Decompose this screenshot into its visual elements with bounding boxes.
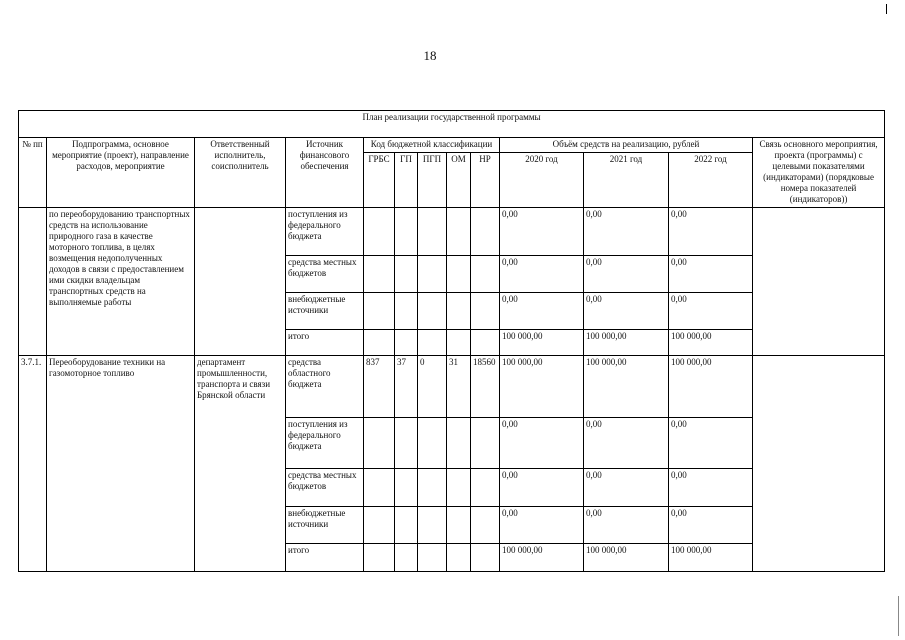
scan-edge-mark <box>886 4 887 14</box>
code-cell <box>447 208 471 256</box>
code-gp <box>395 469 418 507</box>
code-om <box>447 544 471 572</box>
code-om: 31 <box>447 356 471 418</box>
code-np <box>471 507 500 544</box>
value-2020: 0,00 <box>500 469 584 507</box>
header-responsible: Ответственный исполнитель, соисполнитель <box>195 138 286 208</box>
row-num: 3.7.1. <box>19 356 47 572</box>
value-2021: 0,00 <box>584 469 669 507</box>
code-cell <box>364 330 395 356</box>
link-cell <box>753 356 885 572</box>
value-2022: 100 000,00 <box>669 330 753 356</box>
header-source: Источник финансового обеспечения <box>286 138 364 208</box>
code-cell <box>418 293 447 330</box>
code-om <box>447 507 471 544</box>
value-2020: 0,00 <box>500 208 584 256</box>
value-2022: 0,00 <box>669 418 753 469</box>
code-pgp <box>418 544 447 572</box>
code-cell <box>395 293 418 330</box>
header-subprogram: Подпрограмма, основное мероприятие (проект), направление расходов, мероприятие <box>47 138 195 208</box>
value-2020: 0,00 <box>500 507 584 544</box>
code-cell <box>447 330 471 356</box>
value-2021: 100 000,00 <box>584 544 669 572</box>
code-om <box>447 469 471 507</box>
source-cell: поступления из федерального бюджета <box>286 208 364 256</box>
header-gp: ГП <box>395 153 418 208</box>
value-2021: 0,00 <box>584 293 669 330</box>
code-gp <box>395 418 418 469</box>
value-2020: 100 000,00 <box>500 356 584 418</box>
value-2021: 100 000,00 <box>584 356 669 418</box>
value-2022: 100 000,00 <box>669 356 753 418</box>
table-title: План реализации государственной программы <box>19 111 885 138</box>
value-2022: 0,00 <box>669 208 753 256</box>
value-2022: 100 000,00 <box>669 544 753 572</box>
code-cell <box>395 208 418 256</box>
code-cell <box>364 293 395 330</box>
source-cell: итого <box>286 544 364 572</box>
activity-description: Переоборудование техники на газомоторное топливо <box>47 356 195 572</box>
value-2020: 100 000,00 <box>500 544 584 572</box>
code-np <box>471 469 500 507</box>
code-np <box>471 544 500 572</box>
code-cell <box>418 208 447 256</box>
header-budget-code: Код бюджетной классификации <box>364 138 500 153</box>
source-cell: внебюджетные источники <box>286 293 364 330</box>
responsible-cell: департамент промышленности, транспорта и связи Брянской области <box>195 356 286 572</box>
link-cell <box>753 208 885 356</box>
code-gp <box>395 544 418 572</box>
code-pgp <box>418 507 447 544</box>
code-cell <box>447 293 471 330</box>
code-grbs <box>364 507 395 544</box>
value-2021: 0,00 <box>584 507 669 544</box>
value-2022: 0,00 <box>669 469 753 507</box>
code-pgp <box>418 418 447 469</box>
header-2020: 2020 год <box>500 153 584 208</box>
value-2022: 0,00 <box>669 256 753 293</box>
header-om: ОМ <box>447 153 471 208</box>
code-pgp: 0 <box>418 356 447 418</box>
table-row <box>19 208 885 256</box>
value-2020: 0,00 <box>500 418 584 469</box>
code-cell <box>395 330 418 356</box>
page-number: 18 <box>423 48 437 63</box>
header-pgp: ПГП <box>418 153 447 208</box>
row-num <box>19 208 47 356</box>
code-cell <box>471 330 500 356</box>
value-2021: 0,00 <box>584 418 669 469</box>
activity-description: по переоборудованию транспортных средств на использование природного газа в качестве моторного топлива, в целях возмещения недополученных доходов в связи с предоставлением ими скидки владельцам транспортных средств на выполняемые работы <box>47 208 195 356</box>
code-np <box>471 418 500 469</box>
source-cell: поступления из федерального бюджета <box>286 418 364 469</box>
code-gp <box>395 507 418 544</box>
code-cell <box>471 293 500 330</box>
code-cell <box>447 256 471 293</box>
code-grbs <box>364 418 395 469</box>
code-cell <box>471 208 500 256</box>
implementation-plan-table <box>18 110 885 572</box>
source-cell: внебюджетные источники <box>286 507 364 544</box>
code-cell <box>418 256 447 293</box>
value-2020: 100 000,00 <box>500 330 584 356</box>
source-cell: средства областного бюджета <box>286 356 364 418</box>
code-cell <box>395 256 418 293</box>
value-2022: 0,00 <box>669 507 753 544</box>
source-cell: средства местных бюджетов <box>286 256 364 293</box>
code-cell <box>364 256 395 293</box>
code-pgp <box>418 469 447 507</box>
header-volume: Объём средств на реализацию, рублей <box>500 138 753 153</box>
value-2021: 0,00 <box>584 256 669 293</box>
code-grbs <box>364 544 395 572</box>
value-2020: 0,00 <box>500 256 584 293</box>
value-2022: 0,00 <box>669 293 753 330</box>
value-2021: 0,00 <box>584 208 669 256</box>
header-grbs: ГРБС <box>364 153 395 208</box>
code-grbs: 837 <box>364 356 395 418</box>
header-np: НР <box>471 153 500 208</box>
code-cell <box>471 256 500 293</box>
source-cell: средства местных бюджетов <box>286 469 364 507</box>
code-grbs <box>364 469 395 507</box>
responsible-cell <box>195 208 286 356</box>
code-cell <box>364 208 395 256</box>
header-2022: 2022 год <box>669 153 753 208</box>
value-2021: 100 000,00 <box>584 330 669 356</box>
source-cell: итого <box>286 330 364 356</box>
header-link: Связь основного мероприятия, проекта (программы) с целевыми показателями (индикаторами) (порядковые номера показателей (индикаторов)) <box>753 138 885 208</box>
code-om <box>447 418 471 469</box>
code-np: 18560 <box>471 356 500 418</box>
scan-edge-mark <box>898 596 899 636</box>
header-2021: 2021 год <box>584 153 669 208</box>
table-row <box>19 356 885 418</box>
header-num: № пп <box>19 138 47 208</box>
code-cell <box>418 330 447 356</box>
value-2020: 0,00 <box>500 293 584 330</box>
code-gp: 37 <box>395 356 418 418</box>
